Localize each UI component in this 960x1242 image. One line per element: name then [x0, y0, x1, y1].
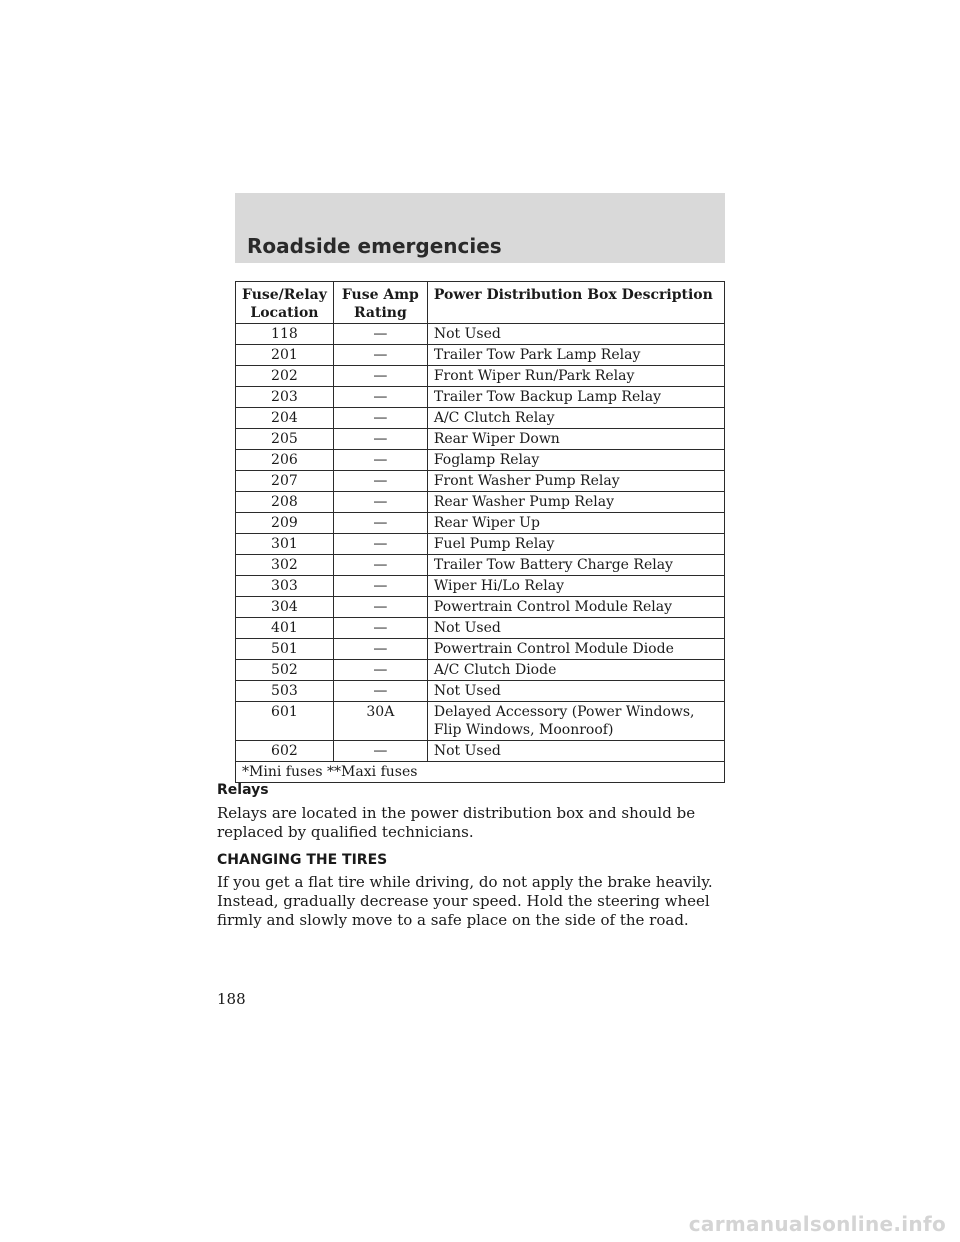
fuse-amp-cell: —: [333, 576, 427, 597]
section-title: Roadside emergencies: [247, 234, 502, 258]
fuse-location-cell: 602: [236, 741, 334, 762]
fuse-location-cell: 209: [236, 513, 334, 534]
fuse-amp-cell: —: [333, 408, 427, 429]
fuse-location-cell: 502: [236, 660, 334, 681]
column-header-description: Power Distribution Box Description: [427, 282, 724, 324]
fuse-amp-cell: —: [333, 660, 427, 681]
fuse-location-cell: 206: [236, 450, 334, 471]
relays-heading: Relays: [217, 782, 269, 798]
table-row: [236, 492, 725, 513]
section-header-band: [235, 193, 725, 263]
fuse-location-cell: 201: [236, 345, 334, 366]
fuse-amp-cell: —: [333, 324, 427, 345]
table-row: [236, 660, 725, 681]
fuse-amp-cell: —: [333, 639, 427, 660]
fuse-amp-cell: —: [333, 366, 427, 387]
fuse-location-cell: 304: [236, 597, 334, 618]
relays-paragraph: Relays are located in the power distribution box and should be replaced by qualified technicians.: [217, 804, 696, 841]
table-row: [236, 681, 725, 702]
fuse-amp-cell: —: [333, 741, 427, 762]
fuse-description-cell: Wiper Hi/Lo Relay: [427, 576, 724, 597]
fuse-amp-cell: —: [333, 471, 427, 492]
table-row: [236, 597, 725, 618]
fuse-location-cell: 204: [236, 408, 334, 429]
fuse-amp-cell: 30A: [333, 702, 427, 741]
fuse-amp-cell: —: [333, 513, 427, 534]
table-row: [236, 366, 725, 387]
fuse-description-cell: Delayed Accessory (Power Windows, Flip Windows, Moonroof): [427, 702, 724, 741]
fuse-location-cell: 302: [236, 555, 334, 576]
fuse-location-cell: 501: [236, 639, 334, 660]
table-row: [236, 639, 725, 660]
fuse-location-cell: 301: [236, 534, 334, 555]
table-row: [236, 513, 725, 534]
fuse-amp-cell: —: [333, 345, 427, 366]
fuse-description-cell: Not Used: [427, 324, 724, 345]
fuse-amp-cell: —: [333, 429, 427, 450]
fuse-description-cell: A/C Clutch Diode: [427, 660, 724, 681]
fuse-location-cell: 118: [236, 324, 334, 345]
table-row: [236, 741, 725, 762]
fuse-description-cell: A/C Clutch Relay: [427, 408, 724, 429]
fuse-location-cell: 401: [236, 618, 334, 639]
table-row: [236, 324, 725, 345]
table-row: [236, 702, 725, 741]
fuse-description-cell: Not Used: [427, 618, 724, 639]
fuse-description-cell: Trailer Tow Battery Charge Relay: [427, 555, 724, 576]
changing-tires-paragraph: If you get a flat tire while driving, do not apply the brake heavily. Instead, gradually decrease your speed. Hold the steering wheel firmly and slowly move to a safe place on the side of the road.: [217, 873, 713, 929]
table-row: [236, 555, 725, 576]
fuse-description-cell: Powertrain Control Module Relay: [427, 597, 724, 618]
table-footnote: *Mini fuses **Maxi fuses: [236, 762, 725, 783]
fuse-description-cell: Fuel Pump Relay: [427, 534, 724, 555]
table-row: [236, 471, 725, 492]
fuse-description-cell: Powertrain Control Module Diode: [427, 639, 724, 660]
table-row: [236, 450, 725, 471]
fuse-location-cell: 207: [236, 471, 334, 492]
fuse-relay-table: [235, 281, 725, 783]
fuse-description-cell: Trailer Tow Backup Lamp Relay: [427, 387, 724, 408]
table-row: [236, 345, 725, 366]
fuse-location-cell: 303: [236, 576, 334, 597]
fuse-description-cell: Rear Wiper Up: [427, 513, 724, 534]
table-header-row: [236, 282, 725, 324]
fuse-location-cell: 503: [236, 681, 334, 702]
fuse-location-cell: 203: [236, 387, 334, 408]
fuse-amp-cell: —: [333, 618, 427, 639]
fuse-description-cell: Rear Washer Pump Relay: [427, 492, 724, 513]
table-row: [236, 618, 725, 639]
fuse-description-cell: Front Wiper Run/Park Relay: [427, 366, 724, 387]
fuse-location-cell: 601: [236, 702, 334, 741]
fuse-description-cell: Foglamp Relay: [427, 450, 724, 471]
table-footnote-row: [236, 762, 725, 783]
fuse-location-cell: 205: [236, 429, 334, 450]
table-row: [236, 429, 725, 450]
fuse-description-cell: Front Washer Pump Relay: [427, 471, 724, 492]
table-row: [236, 408, 725, 429]
table-row: [236, 576, 725, 597]
watermark: carmanualsonline.info: [688, 1212, 946, 1236]
fuse-amp-cell: —: [333, 555, 427, 576]
column-header-location: Fuse/Relay Location: [236, 282, 334, 324]
fuse-description-cell: Not Used: [427, 681, 724, 702]
fuse-amp-cell: —: [333, 597, 427, 618]
fuse-description-cell: Trailer Tow Park Lamp Relay: [427, 345, 724, 366]
fuse-description-cell: Not Used: [427, 741, 724, 762]
fuse-amp-cell: —: [333, 450, 427, 471]
fuse-amp-cell: —: [333, 492, 427, 513]
fuse-description-cell: Rear Wiper Down: [427, 429, 724, 450]
fuse-amp-cell: —: [333, 681, 427, 702]
table-row: [236, 387, 725, 408]
changing-tires-heading: CHANGING THE TIRES: [217, 852, 388, 868]
fuse-location-cell: 202: [236, 366, 334, 387]
fuse-amp-cell: —: [333, 387, 427, 408]
table-body: [236, 324, 725, 762]
column-header-amp-rating: Fuse Amp Rating: [333, 282, 427, 324]
table-row: [236, 534, 725, 555]
fuse-location-cell: 208: [236, 492, 334, 513]
page-number: 188: [217, 990, 246, 1008]
fuse-amp-cell: —: [333, 534, 427, 555]
